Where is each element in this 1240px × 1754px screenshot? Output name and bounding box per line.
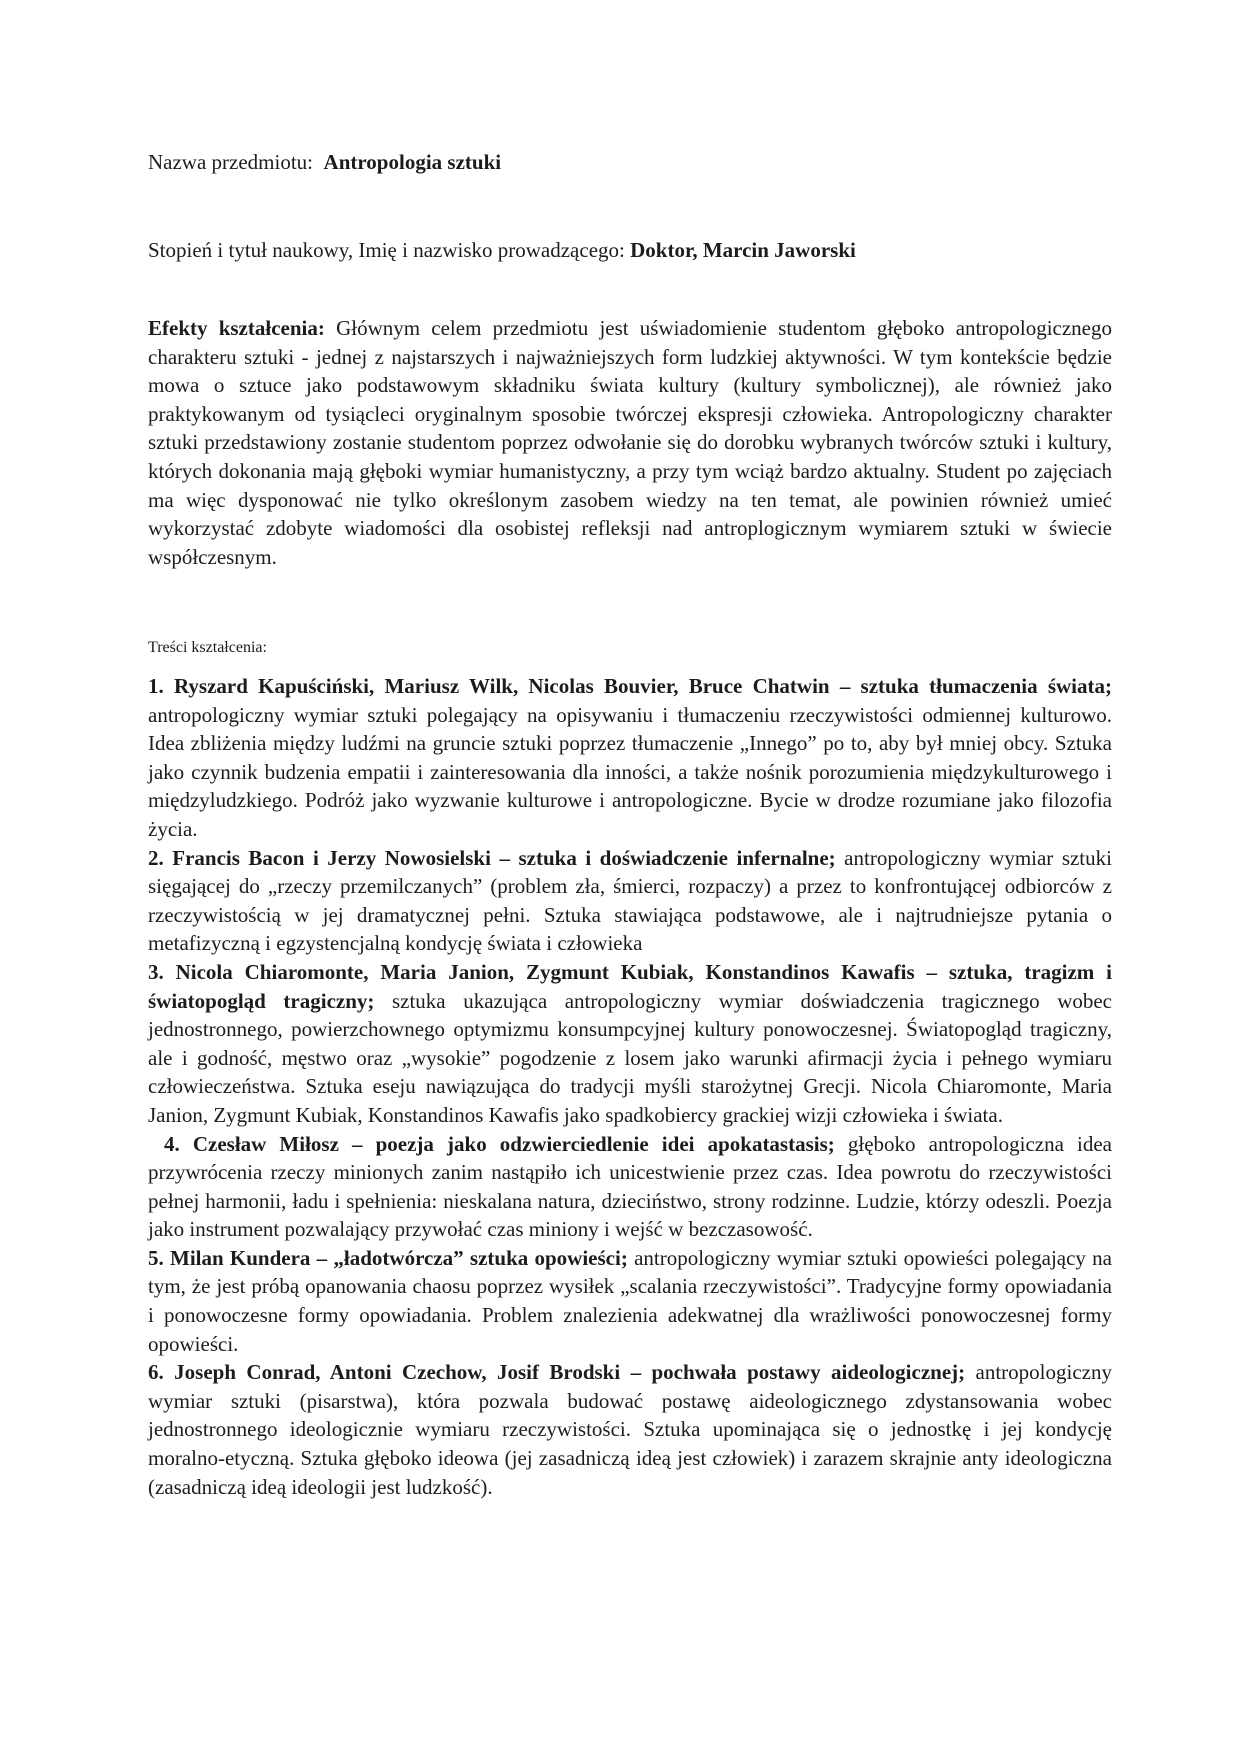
- item-title: 6. Joseph Conrad, Antoni Czechow, Josif Brodski – pochwała postawy aideologicznej;: [148, 1360, 966, 1385]
- item-title: 5. Milan Kundera – „ładotwórcza” sztuka opowieści;: [148, 1245, 628, 1270]
- list-item: [148, 844, 1112, 958]
- list-item: [148, 672, 1112, 844]
- item-title: 4. Czesław Miłosz – poezja jako odzwierciedlenie idei apokatastasis;: [164, 1131, 835, 1156]
- effects-text: Głównym celem przedmiotu jest uświadomienie studentom głęboko antropologicznego charakteru sztuki - jednej z najstarszych i najważniejszych form ludzkiej aktywności. W tym kontekście będzie mowa o sztuce jako podstawowym składniku świata kultury (kultury symbolicznej), ale również jako praktykowanym od tysiącleci oryginalnym sposobie twórczej ekspresji człowieka. Antropologiczny charakter sztuki przedstawiony zostanie studentom poprzez odwołanie się do dorobku wybranych twórców sztuki i kultury, których dokonania mają głęboki wymiar humanistyczny, a przy tym wciąż bardzo aktualny. Student po zajęciach ma więc dysponować nie tylko określonym zasobem wiedzy na ten temat, ale powinien również umieć wykorzystać zdobyte wiadomości dla osobistej refleksji nad antroplogicznym wymiarem sztuki w świecie współczesnym.: [148, 316, 1112, 569]
- instructor-label: Stopień i tytuł naukowy, Imię i nazwisko prowadzącego:: [148, 238, 625, 262]
- item-title: 1. Ryszard Kapuściński, Mariusz Wilk, Nicolas Bouvier, Bruce Chatwin – sztuka tłumaczenia świata;: [148, 674, 1112, 698]
- list-item: [148, 1358, 1112, 1501]
- instructor-line: [148, 236, 856, 265]
- list-item: [148, 1244, 1112, 1358]
- list-item: [148, 1130, 1112, 1244]
- list-item: [148, 958, 1112, 1130]
- item-text: antropologiczny wymiar sztuki (pisarstwa), która pozwala budować postawę aideologicznego zdystansowania wobec jednostronnego ideologicznie wymiaru rzeczywistości. Sztuka upominająca się o jednostkę i jej kondycję moralno-etyczną. Sztuka głęboko ideowa (jej zasadniczą ideą jest człowiek) i zarazem skrajnie anty ideologiczna (zasadniczą ideą ideologii jest ludzkość).: [148, 1360, 1112, 1499]
- item-text: sztuka ukazująca antropologiczny wymiar doświadczenia tragicznego wobec jednostronnego, powierzchownego optymizmu konsumpcyjnej kultury ponowoczesnej. Światopogląd tragiczny, ale i godność, męstwo oraz „wysokie” pogodzenie z losem jako warunki afirmacji życia i pełnego wymiaru człowieczeństwa. Sztuka eseju nawiązująca do tradycji myśli starożytnej Grecji. Nicola Chiaromonte, Maria Janion, Zygmunt Kubiak, Konstandinos Kawafis jako spadkobiercy grackiej wizji człowieka i świata.: [148, 988, 1112, 1127]
- course-line: [148, 148, 501, 177]
- course-name: Antropologia sztuki: [323, 150, 502, 174]
- item-text: głęboko antropologiczna idea przywrócenia rzeczy minionych zanim nastąpiło ich unicestwienie przez czas. Idea powrotu do rzeczywistości pełnej harmonii, ładu i spełnienia: nieskalana natura, dzieciństwo, strony rodzinne. Ludzie, którzy odeszli. Poezja jako instrument pozwalający przywołać czas miniony i wejść w bezczasowość.: [148, 1131, 1112, 1242]
- item-title: 2. Francis Bacon i Jerzy Nowosielski – sztuka i doświadczenie infernalne;: [148, 845, 836, 870]
- effects-paragraph: [148, 314, 1112, 571]
- contents-label: Treści kształcenia:: [148, 639, 267, 656]
- instructor-name: Doktor, Marcin Jaworski: [630, 238, 856, 262]
- course-label: Nazwa przedmiotu:: [148, 150, 314, 174]
- item-text: antropologiczny wymiar sztuki sięgającej do „rzeczy przemilczanych” (problem zła, śmierci, rozpaczy) a przez to konfrontującej odbiorców z rzeczywistością w jej dramatycznej pełni. Sztuka stawiająca podstawowe, ale i najtrudniejsze pytania o metafizyczną i egzystencjalną kondycję świata i człowieka: [148, 845, 1112, 956]
- effects-label: Efekty kształcenia:: [148, 316, 325, 340]
- item-text: antropologiczny wymiar sztuki opowieści polegający na tym, że jest próbą opanowania chaosu poprzez wysiłek „scalania rzeczywistości”. Tradycyjne formy opowiadania i ponowoczesne formy opowiadania. Problem znalezienia adekwatnej dla wrażliwości ponowoczesnej formy opowieści.: [148, 1245, 1112, 1356]
- item-text: antropologiczny wymiar sztuki polegający na opisywaniu i tłumaczeniu rzeczywistości odmiennej kulturowo. Idea zbliżenia między ludźmi na gruncie sztuki poprzez tłumaczenie „Innego” po to, aby był mniej obcy. Sztuka jako czynnik budzenia empatii i zainteresowania dla inności, a także nośnik porozumienia międzykulturowego i międzyludzkiego. Podróż jako wyzwanie kulturowe i antropologiczne. Bycie w drodze rozumiane jako filozofia życia.: [148, 702, 1112, 841]
- item-title: 3. Nicola Chiaromonte, Maria Janion, Zygmunt Kubiak, Konstandinos Kawafis – sztuka, tragizm i światopogląd tragiczny;: [148, 959, 1112, 1013]
- contents-list: [148, 672, 1112, 1501]
